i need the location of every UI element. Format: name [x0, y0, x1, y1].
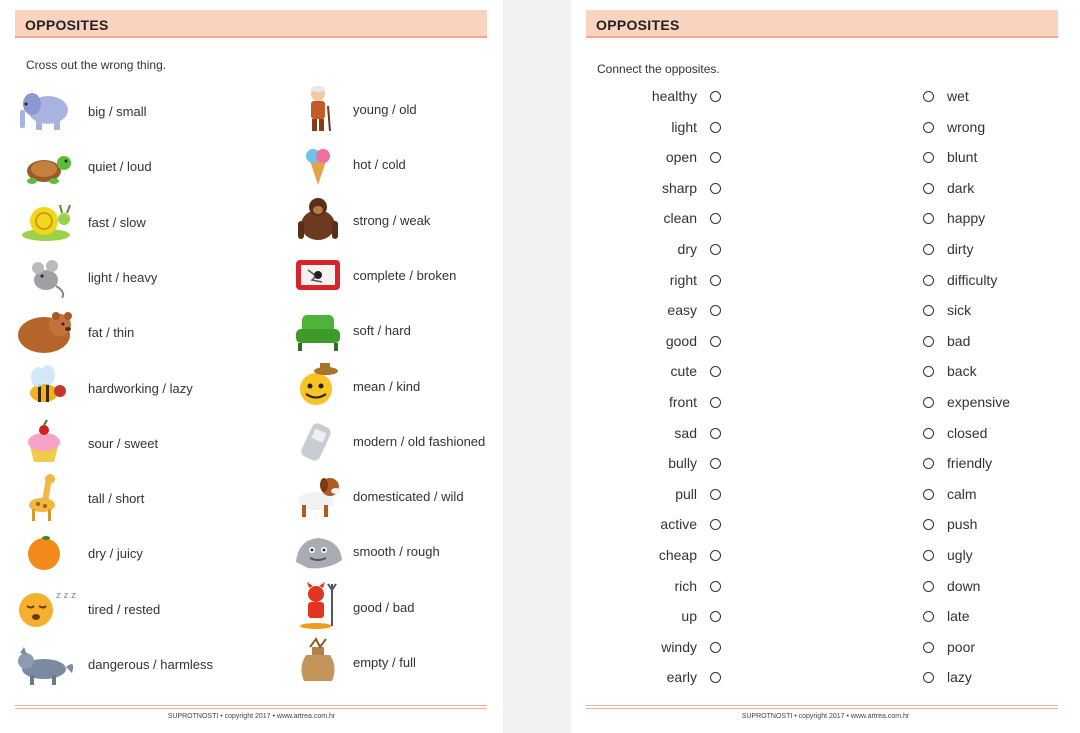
pair-text[interactable]: smooth / rough [353, 544, 440, 560]
gorilla-icon [288, 195, 350, 243]
connect-item-right [923, 272, 1033, 292]
connect-item-right [923, 333, 1033, 353]
connect-item-right [923, 149, 1033, 169]
pair-text[interactable]: light / heavy [88, 269, 158, 285]
snail-icon [14, 197, 76, 245]
bear-icon [14, 307, 76, 355]
pair-item [14, 141, 254, 185]
connect-item-right [923, 516, 1033, 536]
pair-text[interactable]: big / small [88, 104, 147, 119]
connect-item-left [611, 578, 721, 598]
connect-dot[interactable] [710, 244, 721, 255]
connect-item-right [923, 578, 1033, 598]
connect-item-right [923, 669, 1033, 689]
connect-word: rich [674, 577, 697, 594]
giraffe-icon [14, 473, 76, 521]
connect-dot[interactable] [710, 336, 721, 347]
rock-icon [288, 526, 350, 574]
connect-item-right [923, 608, 1033, 628]
cupcake-icon [14, 418, 76, 466]
connect-word: front [668, 394, 697, 410]
connect-item-left [611, 455, 721, 475]
connect-word: wrong [947, 118, 986, 135]
pair-text[interactable]: soft / hard [353, 323, 411, 339]
connect-item-left [611, 608, 721, 628]
connect-dot[interactable] [923, 122, 934, 133]
connect-dot[interactable] [923, 519, 934, 530]
connect-dot[interactable] [710, 183, 721, 194]
connect-dot[interactable] [710, 428, 721, 439]
page-title: OPPOSITES [25, 17, 109, 33]
pair-item [288, 471, 528, 515]
connect-word: good [665, 332, 697, 349]
connect-item-left [611, 425, 721, 445]
connect-dot[interactable] [710, 489, 721, 500]
old-man-icon [288, 84, 350, 132]
pair-item [288, 416, 528, 460]
pair-item [288, 250, 528, 294]
turtle-icon [14, 141, 76, 189]
connect-dot[interactable] [923, 305, 934, 316]
connect-dot[interactable] [923, 275, 934, 286]
pair-text[interactable]: sour / sweet [88, 435, 159, 451]
connect-item-right [923, 639, 1033, 659]
pair-item [288, 637, 528, 681]
phone-icon [288, 416, 350, 464]
connect-dot[interactable] [923, 213, 934, 224]
pair-item [288, 84, 528, 128]
connect-word: sharp [661, 179, 697, 196]
pair-text[interactable]: strong / weak [353, 212, 431, 228]
dog-icon [288, 471, 350, 519]
connect-item-left [611, 486, 721, 506]
connect-dot[interactable] [710, 91, 721, 102]
pair-text[interactable]: modern / old fashioned [353, 433, 486, 449]
footer-divider [15, 705, 487, 709]
pair-item [288, 526, 528, 570]
wolf-icon [14, 639, 76, 687]
connect-word: poor [947, 638, 976, 655]
connect-item-right [923, 302, 1033, 322]
pair-text[interactable]: young / old [353, 102, 417, 117]
pair-text[interactable]: tired / rested [88, 601, 161, 617]
connect-word: cute [670, 363, 697, 380]
connect-word: down [947, 577, 981, 594]
sleepy-face-icon [14, 584, 76, 632]
connect-dot[interactable] [923, 642, 934, 653]
connect-word: open [665, 149, 697, 166]
connect-dot[interactable] [710, 275, 721, 286]
connect-item-left [611, 241, 721, 261]
footer-divider [586, 705, 1058, 709]
instruction-text: Connect the opposites. [597, 62, 720, 76]
connect-word: difficulty [947, 271, 998, 288]
pair-item [288, 305, 528, 349]
connect-item-left [611, 363, 721, 383]
connect-word: closed [947, 424, 988, 441]
pair-item [288, 195, 528, 239]
connect-dot[interactable] [923, 366, 934, 377]
connect-item-left [611, 302, 721, 322]
connect-dot[interactable] [923, 183, 934, 194]
footer-copyright: SUPROTNOSTI • copyright 2017 • www.artrea.com.hr [167, 713, 336, 720]
pair-text[interactable]: hot / cold [353, 157, 406, 173]
pair-item [288, 139, 528, 183]
connect-dot[interactable] [710, 550, 721, 561]
connect-item-left [611, 119, 721, 139]
connect-item-left [611, 394, 721, 414]
sack-icon [288, 637, 350, 685]
pair-text[interactable]: hardworking / lazy [88, 380, 193, 396]
connect-dot[interactable] [710, 642, 721, 653]
connect-item-right [923, 363, 1033, 383]
pair-item [14, 307, 254, 351]
connect-dot[interactable] [923, 428, 934, 439]
connect-dot[interactable] [923, 672, 934, 683]
pair-text[interactable]: fast / slow [88, 214, 146, 230]
connect-word: happy [947, 210, 986, 227]
connect-dot[interactable] [923, 489, 934, 500]
connect-item-right [923, 394, 1033, 414]
connect-item-right [923, 425, 1033, 445]
worksheet-page-left [0, 0, 503, 733]
connect-item-left [611, 272, 721, 292]
connect-word: right [669, 271, 697, 288]
connect-item-right [923, 119, 1033, 139]
connect-word: early [666, 669, 697, 686]
pair-item [14, 473, 254, 517]
connect-item-left [611, 333, 721, 353]
orange-icon [14, 528, 76, 576]
smiley-hat-icon [288, 361, 350, 409]
worksheet-page-right [571, 0, 1080, 733]
broken-tv-icon [288, 250, 350, 298]
pair-text[interactable]: empty / full [353, 655, 416, 670]
connect-word: late [947, 608, 970, 625]
pair-item [14, 86, 254, 130]
instruction-text: Cross out the wrong thing. [26, 58, 167, 72]
connect-word: wet [947, 88, 969, 104]
connect-dot[interactable] [923, 397, 934, 408]
svg-text:z z z: z z z [56, 590, 76, 601]
pair-text[interactable]: tall / short [88, 491, 145, 507]
connect-item-right [923, 180, 1033, 200]
connect-word: pull [675, 485, 697, 502]
connect-word: sick [947, 302, 972, 319]
connect-word: lazy [947, 669, 972, 686]
connect-item-right [923, 547, 1033, 567]
footer-copyright: SUPROTNOSTI • copyright 2017 • www.artrea.com.hr [741, 713, 910, 720]
pair-item [14, 639, 254, 683]
connect-word: back [947, 363, 977, 380]
connect-word: friendly [947, 455, 993, 472]
connect-dot[interactable] [923, 336, 934, 347]
connect-item-right [923, 210, 1033, 230]
connect-word: light [671, 118, 697, 135]
pair-item [14, 584, 254, 628]
connect-item-left [611, 210, 721, 230]
connect-dot[interactable] [710, 213, 721, 224]
connect-dot[interactable] [710, 122, 721, 133]
pair-text[interactable]: complete / broken [353, 267, 457, 283]
devil-icon [288, 582, 350, 630]
pair-item [14, 197, 254, 241]
connect-dot[interactable] [923, 91, 934, 102]
pair-text[interactable]: mean / kind [353, 378, 421, 394]
connect-word: dry [677, 241, 697, 257]
connect-item-left [611, 88, 721, 108]
armchair-icon [288, 305, 350, 353]
pair-text[interactable]: fat / thin [88, 325, 135, 341]
pair-item [14, 528, 254, 572]
connect-word: bully [668, 455, 697, 472]
pair-text[interactable]: good / bad [353, 599, 415, 615]
pair-text[interactable]: domesticated / wild [353, 489, 464, 505]
mouse-icon [14, 252, 76, 300]
connect-word: healthy [651, 88, 697, 104]
connect-dot[interactable] [923, 152, 934, 163]
connect-item-left [611, 149, 721, 169]
connect-item-right [923, 486, 1033, 506]
connect-dot[interactable] [923, 458, 934, 469]
connect-word: ugly [947, 547, 973, 563]
connect-dot[interactable] [710, 305, 721, 316]
connect-word: expensive [947, 394, 1011, 410]
pair-item [14, 252, 254, 296]
connect-word: dark [947, 179, 975, 196]
connect-item-left [611, 639, 721, 659]
connect-dot[interactable] [923, 244, 934, 255]
connect-dot[interactable] [710, 672, 721, 683]
header-bar [15, 10, 487, 38]
connect-dot[interactable] [710, 519, 721, 530]
connect-word: easy [667, 302, 697, 319]
pair-text[interactable]: dry / juicy [88, 546, 143, 562]
connect-dot[interactable] [710, 152, 721, 163]
bee-icon [14, 363, 76, 411]
connect-word: active [660, 516, 697, 533]
connect-dot[interactable] [923, 611, 934, 622]
connect-dot[interactable] [923, 550, 934, 561]
pair-text[interactable]: dangerous / harmless [88, 657, 214, 672]
connect-word: dirty [947, 241, 974, 257]
connect-word: bad [947, 332, 971, 349]
connect-word: up [681, 608, 697, 625]
connect-dot[interactable] [710, 366, 721, 377]
ice-cream-icon [288, 139, 350, 187]
connect-item-right [923, 88, 1033, 108]
header-bar [586, 10, 1058, 38]
connect-dot[interactable] [923, 581, 934, 592]
elephant-icon [14, 86, 76, 134]
connect-item-left [611, 180, 721, 200]
connect-item-left [611, 547, 721, 567]
pair-item [288, 361, 528, 405]
connect-item-left [611, 516, 721, 536]
pair-item [14, 363, 254, 407]
connect-word: calm [947, 485, 977, 502]
connect-dot[interactable] [710, 581, 721, 592]
connect-word: windy [661, 638, 697, 655]
connect-word: blunt [947, 149, 978, 166]
page-title: OPPOSITES [596, 17, 680, 33]
connect-word: cheap [658, 547, 697, 563]
connect-item-right [923, 455, 1033, 475]
pair-item [288, 582, 528, 626]
connect-item-right [923, 241, 1033, 261]
connect-dot[interactable] [710, 458, 721, 469]
pair-text[interactable]: quiet / loud [88, 159, 152, 175]
connect-dot[interactable] [710, 397, 721, 408]
pair-item [14, 418, 254, 462]
connect-dot[interactable] [710, 611, 721, 622]
connect-item-left [611, 669, 721, 689]
connect-word: push [947, 516, 978, 533]
connect-word: sad [674, 424, 697, 441]
connect-word: clean [663, 210, 697, 227]
